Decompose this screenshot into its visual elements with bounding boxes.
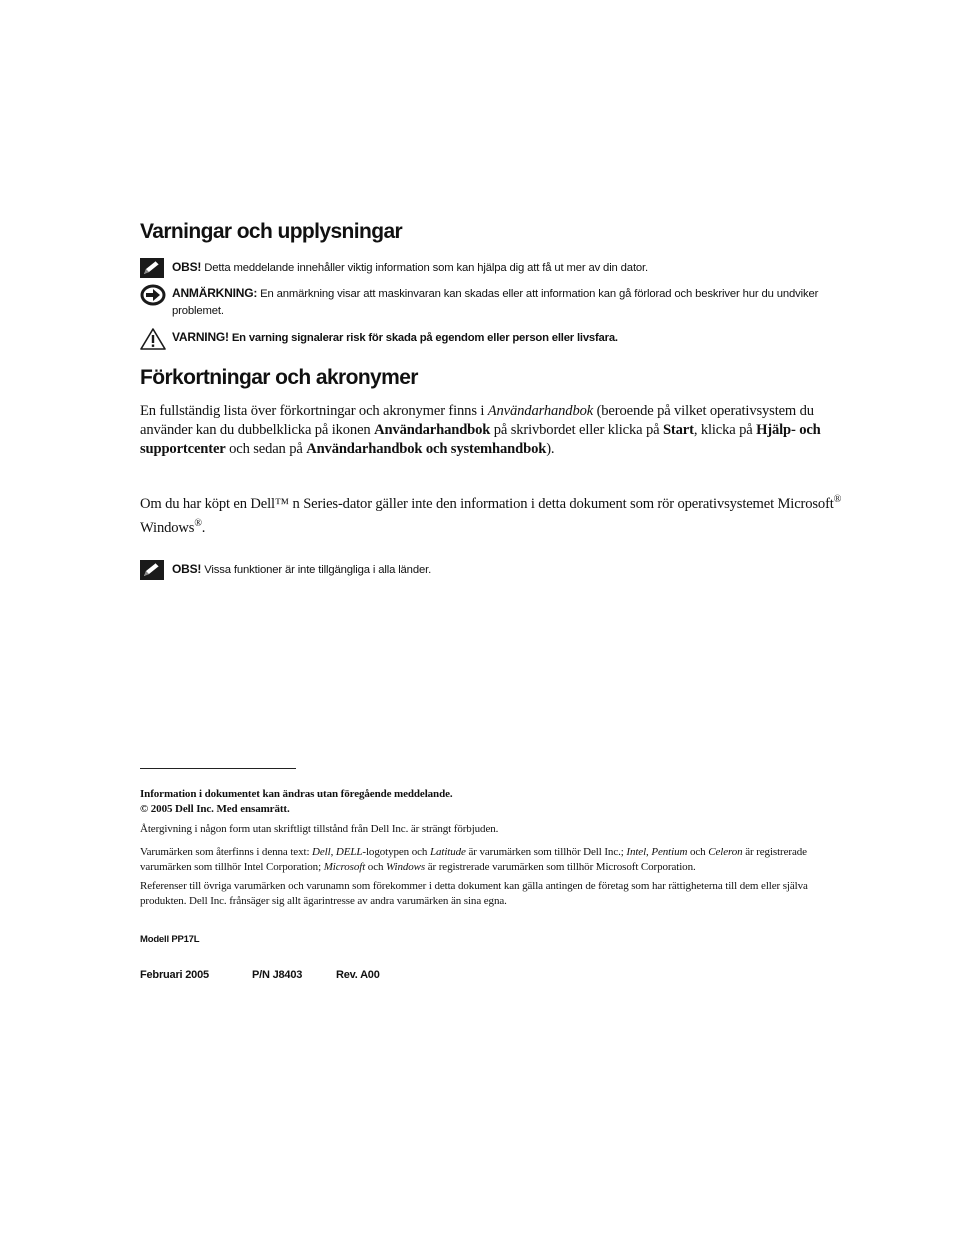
warning-label: VARNING! (172, 330, 229, 344)
user-guide-bold: Användarhandbok (374, 422, 491, 438)
para-text: Windows (140, 519, 195, 536)
note-label: OBS! (172, 260, 202, 274)
registered-mark: ® (194, 517, 202, 529)
para-text: Om du har köpt en Dell™ n Series-dator gäller inte den information i detta dokument som rör operativsystemet Microsoft (140, 495, 834, 512)
footer-notice (140, 787, 850, 816)
para-text: och sedan på (225, 441, 307, 457)
note-text: Detta meddelande innehåller viktig information som kan hjälpa dig att få ut mer av din dator. (204, 262, 649, 274)
system-guide-bold: Användarhandbok och systemhandbok (306, 441, 547, 457)
footer-copyright: © 2005 Dell Inc. Med ensamrätt. (140, 802, 290, 815)
tm-text: , (330, 846, 336, 858)
para-text: (beroende på vilket operativsystem du använder kan du dubbelklicka på ikonen (140, 403, 814, 438)
help-center-bold: Hjälp- och supportcenter (140, 422, 821, 457)
start-bold: Start (662, 422, 694, 438)
registered-mark: ® (833, 494, 842, 505)
para-text: ). (546, 441, 555, 457)
notice-label: ANMÄRKNING: (172, 286, 258, 300)
arrow-circle-icon (140, 284, 166, 312)
section-title-abbreviations: Förkortningar och akronymer (140, 366, 418, 389)
tm-italic: Latitude (429, 846, 466, 858)
footer-divider (140, 768, 296, 769)
tm-text: -logotypen och (362, 846, 430, 858)
tm-italic: Celeron (708, 846, 743, 858)
footer-trademarks (140, 845, 850, 874)
notice-anmarkning (140, 285, 840, 320)
revision: Rev. A00 (336, 969, 380, 981)
n-series-paragraph (140, 490, 845, 538)
footer-change-notice: Information i dokumentet kan ändras utan föregående meddelande. (140, 788, 453, 800)
user-guide-italic: Användarhandbok (487, 403, 594, 419)
tm-italic: Pentium (651, 846, 688, 858)
para-text: , klicka på (693, 422, 757, 438)
note-obs (140, 259, 840, 277)
tm-text: och (365, 860, 387, 873)
date: Februari 2005 (140, 969, 209, 981)
warning-triangle-icon (140, 328, 166, 356)
section-title-warnings: Varningar och upplysningar (140, 220, 403, 243)
para-text: på skrivbordet eller klicka på (490, 422, 663, 438)
footer-reproduction: Återgivning i någon form utan skriftligt tillstånd från Dell Inc. är strängt förbjuden. (140, 823, 499, 835)
note-label: OBS! (172, 562, 202, 576)
abbreviations-paragraph (140, 402, 845, 459)
para-text: . (201, 519, 206, 536)
model-number: Modell PP17L (140, 934, 200, 945)
para-text: En fullständig lista över förkortningar och akronymer finns i (140, 403, 488, 419)
tm-text: Varumärken som återfinns i denna text: (140, 846, 313, 858)
tm-italic: DELL (335, 846, 363, 858)
pencil-note-icon (140, 258, 164, 284)
note-text: Vissa funktioner är inte tillgängliga i alla länder. (204, 564, 432, 576)
warning-varning (140, 329, 840, 347)
notice-text: En anmärkning visar att maskinvaran kan skadas eller att information kan gå förlorad och beskriver hur du undviker problemet. (172, 288, 819, 317)
tm-italic: Microsoft (323, 860, 366, 873)
pencil-note-icon (140, 560, 164, 586)
part-number: P/N J8403 (252, 969, 303, 981)
tm-text: är varumärken som tillhör Dell Inc.; (465, 846, 627, 858)
tm-text: är registrerade varumärken som tillhör Intel Corporation; (140, 846, 807, 873)
warning-text: En varning signalerar risk för skada på egendom eller person eller livsfara. (231, 332, 618, 344)
tm-italic: Windows (386, 860, 426, 873)
tm-text: , (646, 846, 652, 858)
tm-text: och (687, 846, 709, 858)
note-obs-2 (140, 561, 840, 579)
tm-text: är registrerade varumärken som tillhör Microsoft Corporation. (425, 860, 696, 873)
tm-italic: Dell (312, 846, 331, 858)
tm-italic: Intel (626, 846, 647, 858)
footer-references: Referenser till övriga varumärken och varunamn som förekommer i detta dokument kan gälla antingen de företag som har rättigheterna till dem eller själva produkten. Dell Inc. frånsäger sig allt ägarintresse av andra varumärken än sina egna. (140, 880, 808, 907)
